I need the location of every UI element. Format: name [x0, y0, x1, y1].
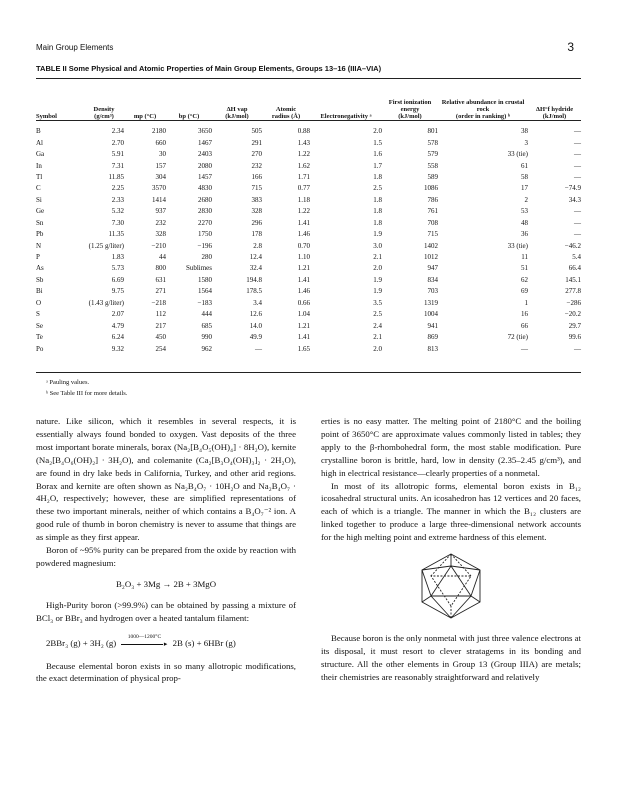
table-cell: 11 [521, 253, 528, 262]
table-cell: 1750 [198, 230, 212, 239]
table-cell: O [36, 298, 42, 307]
table-cell: 1.21 [297, 321, 310, 330]
table-cell: 715 [251, 184, 262, 193]
arrow-head-icon: ▸ [163, 639, 168, 648]
table-cell: Sublimes [185, 264, 212, 273]
table-row [36, 218, 581, 229]
table-cell: 1.21 [297, 264, 310, 273]
column-header: ΔH vap (kJ/mol) [225, 105, 249, 120]
table-cell: 1.43 [297, 138, 310, 147]
table-cell: 270 [251, 150, 262, 159]
table-cell: 1.7 [373, 161, 382, 170]
table-cell: 1.46 [297, 230, 310, 239]
table-row [36, 120, 581, 137]
table-cell: 5.91 [111, 150, 124, 159]
table-cell: 66.4 [568, 264, 581, 273]
table-cell: 941 [427, 321, 438, 330]
table-cell: 660 [155, 138, 166, 147]
table-cell: 14.0 [249, 321, 262, 330]
table-cell: 1.8 [373, 195, 382, 204]
table-cell: 280 [201, 253, 212, 262]
table-cell: 48 [521, 218, 528, 227]
table-cell: 2830 [198, 207, 212, 216]
table-cell: 2.4 [373, 321, 382, 330]
table-cell: 1.41 [297, 333, 310, 342]
table-cell: In [36, 161, 42, 170]
paragraph: Boron of ~95% purity can be prepared from the oxide by reaction with powdered magnesium: [36, 545, 296, 568]
table-cell: 44 [159, 253, 166, 262]
table-cell: 2180 [152, 127, 166, 136]
table-cell: 2.1 [373, 333, 382, 342]
table-cell: 1.5 [373, 138, 382, 147]
table-cell: 558 [427, 161, 438, 170]
left-column [36, 415, 296, 685]
table-cell: 38 [521, 127, 528, 136]
table-cell: Pb [36, 230, 44, 239]
table-cell: — [255, 344, 262, 353]
table-cell: 1.46 [297, 287, 310, 296]
table-cell: 1.41 [297, 218, 310, 227]
table-cell: 9.75 [111, 287, 124, 296]
table-cell: — [574, 127, 581, 136]
table-row [36, 298, 581, 309]
column-header: Relative abundance in crustal rock (order in ranking) ᵇ [441, 98, 525, 120]
table-cell: −196 [197, 241, 212, 250]
table-cell: 1.9 [373, 230, 382, 239]
table-cell: — [574, 161, 581, 170]
table-cell: 36 [521, 230, 528, 239]
paragraph: nature. Like silicon, which it resembles in several respects, it is essentially always found bonded to oxygen. Vast deposits of the three most important borate minerals, borax (Na₂[B₄O₅(OH)₄] · 8H₂O), kernite (Na₂[B₄O₆(OH)₂] · 3H₂O), and colemanite (Ca₂[B₃O₄(OH)₃]₂ · 2H₂O), are found in dry lake beds in California, Turkey, and other arid regions. Borax and kernite are often shown as Na₂B₄O₇ · 10H₂O and Na₂B₄O₇ · 4H₂O, respectively; however, these are simplified representations of these two important minerals, neither of which contains a B₄O₇⁻² ion. A good rule of thumb in boron chemistry is never to assume that things are as simple as they first appear. [36, 416, 296, 543]
table-cell: 1402 [424, 241, 438, 250]
table-cell: 2.0 [373, 264, 382, 273]
table-row [36, 195, 581, 206]
table-cell: 1.04 [297, 310, 310, 319]
table-cell: 1.22 [297, 150, 310, 159]
table-cell: 29.7 [568, 321, 581, 330]
table-cell: 589 [427, 172, 438, 181]
table-cell: 157 [155, 161, 166, 170]
table-cell: 761 [427, 207, 438, 216]
table-cell: 16 [521, 310, 528, 319]
table-cell: 444 [201, 310, 212, 319]
table-cell: 2.25 [111, 184, 124, 193]
paragraph: Because boron is the only nonmetal with just three valence electrons at its disposal, it must resort to clever stratagems in its bonding and structure. All the other elements in Group 13 (Group IIIA) are metals; their chemistries are reasonably straightforward and relatively [321, 633, 581, 682]
table-cell: 5.73 [111, 264, 124, 273]
table-cell: — [521, 344, 528, 353]
equation-reactants: 2BBr₃ (g) + 3H₂ (g) [46, 637, 117, 648]
table-cell: 2.5 [373, 310, 382, 319]
column-header: Density (g/cm³) [93, 105, 115, 120]
column-header: Electronegativity ᵃ [320, 112, 372, 120]
table-cell: 703 [427, 287, 438, 296]
table-cell: 69 [521, 287, 528, 296]
table-cell: 32.4 [249, 264, 262, 273]
footnote-a: ᵃ Pauling values. [46, 379, 90, 386]
table-cell: 578 [427, 138, 438, 147]
table-cell: 217 [155, 321, 166, 330]
table-cell: 2.34 [111, 127, 124, 136]
table-cell: Po [36, 344, 44, 353]
table-cell: 72 (tie) [507, 333, 528, 342]
paragraph: In most of its allotropic forms, elemental boron exists in B₁₂ icosahedral structural units. An icosahedron has 12 vertices and 20 faces, each of which is a triangle. The manner in which the B₁₂ clusters are linked together to produce a large three-dimensional network accounts for the high melting point and extreme hardness of this element. [321, 480, 581, 543]
table-cell: 3650 [198, 127, 212, 136]
table-cell: 328 [251, 207, 262, 216]
table-cell: 271 [155, 287, 166, 296]
table-cell: 9.32 [111, 344, 124, 353]
table-cell: 2 [524, 195, 528, 204]
paragraph: Because elemental boron exists in so many allotropic modifications, the exact determination of physical prop- [36, 660, 296, 684]
table-cell: −183 [197, 298, 212, 307]
table-cell: 34.3 [568, 195, 581, 204]
table-cell: 990 [201, 333, 212, 342]
table-cell: 1319 [424, 298, 438, 307]
table-row [36, 137, 581, 148]
table-cell: 112 [155, 310, 166, 319]
table-cell: P [36, 253, 40, 262]
table-cell: 801 [427, 127, 438, 136]
table-cell: 3.4 [253, 298, 262, 307]
table-cell: 1004 [424, 310, 438, 319]
table-cell: 1414 [152, 195, 166, 204]
table-cell: 4.79 [111, 321, 124, 330]
table-cell: 1.71 [297, 172, 310, 181]
table-cell: As [36, 264, 44, 273]
table-cell: 1086 [424, 184, 438, 193]
table-cell: 505 [251, 127, 262, 136]
table-cell: 0.66 [297, 298, 310, 307]
table-cell: 1012 [424, 253, 438, 262]
table-cell: −74.9 [564, 184, 581, 193]
table-row [36, 286, 581, 297]
table-cell: Al [36, 138, 43, 147]
table-cell: 1.62 [297, 161, 310, 170]
table-cell: Ga [36, 150, 45, 159]
reaction-arrow [121, 633, 168, 649]
table-cell: — [574, 138, 581, 147]
table-row [36, 275, 581, 286]
table-cell: 11.35 [108, 230, 124, 239]
properties-table [36, 82, 581, 355]
table-cell: 304 [155, 172, 166, 181]
table-cell: 145.1 [565, 275, 581, 284]
table-cell: 3 [524, 138, 528, 147]
table-row [36, 160, 581, 171]
table-cell: B [36, 127, 41, 136]
table-cell: −286 [566, 298, 581, 307]
table-cell: 0.88 [297, 127, 310, 136]
table-cell: 3.0 [373, 241, 382, 250]
table-cell: 708 [427, 218, 438, 227]
column-header: mp (°C) [133, 112, 157, 120]
table-bottom-rule [36, 372, 581, 373]
table-row [36, 332, 581, 343]
table-cell: 53 [521, 207, 528, 216]
equation-hydrogen-reduction [36, 633, 296, 650]
table-cell: 1.8 [373, 207, 382, 216]
table-cell: 51 [521, 264, 528, 273]
table-top-rule [36, 78, 581, 79]
table-cell: N [36, 241, 42, 250]
table-cell: 2.33 [111, 195, 124, 204]
table-cell: 2.0 [373, 127, 382, 136]
table-cell: Sb [36, 275, 44, 284]
table-cell: 12.6 [249, 310, 262, 319]
table-cell: −210 [151, 241, 166, 250]
table-cell: 869 [427, 333, 438, 342]
table-cell: 7.31 [111, 161, 124, 170]
table-cell: — [574, 172, 581, 181]
column-header: First ionization energy (kJ/mol) [388, 98, 432, 120]
table-cell: Te [36, 333, 43, 342]
table-cell: 1564 [198, 287, 212, 296]
table-cell: 2.8 [253, 241, 262, 250]
table-cell: 1.10 [297, 253, 310, 262]
table-cell: 194.8 [246, 275, 262, 284]
icosahedron-figure [416, 552, 486, 620]
table-cell: 232 [155, 218, 166, 227]
table-row [36, 240, 581, 251]
table-cell: Si [36, 195, 42, 204]
table-cell: 1.8 [373, 218, 382, 227]
table-cell: 49.9 [249, 333, 262, 342]
table-cell: 6.24 [111, 333, 124, 342]
reaction-condition: 1000—1200°C [127, 633, 162, 640]
table-cell: 61 [521, 161, 528, 170]
table-cell: 715 [427, 230, 438, 239]
table-row [36, 206, 581, 217]
column-header: Symbol [36, 112, 57, 120]
table-row [36, 343, 581, 354]
table-cell: 178.5 [246, 287, 262, 296]
page-number: 3 [567, 40, 574, 54]
table-cell: 947 [427, 264, 438, 273]
table-row [36, 229, 581, 240]
table-cell: 1.9 [373, 275, 382, 284]
table-cell: 2.5 [373, 184, 382, 193]
table-cell: 0.77 [297, 184, 310, 193]
table-cell: 33 (tie) [507, 241, 528, 250]
table-cell: 631 [155, 275, 166, 284]
table-cell: 2.07 [111, 310, 124, 319]
table-cell: 2080 [198, 161, 212, 170]
table-row [36, 149, 581, 160]
table-cell: S [36, 310, 40, 319]
table-cell: Tl [36, 172, 43, 181]
table-cell: 12.4 [249, 253, 262, 262]
table-cell: 813 [427, 344, 438, 353]
table-cell: 800 [155, 264, 166, 273]
table-cell: 2270 [198, 218, 212, 227]
table-cell: −218 [151, 298, 166, 307]
table-cell: (1.43 g/liter) [88, 298, 124, 307]
table-cell: 1.41 [297, 275, 310, 284]
table-cell: 1 [524, 298, 528, 307]
paragraph: erties is no easy matter. The melting point of 2180°C and the boiling point of 3650°C are approximate values commonly listed in tables; they apply to the β-rhombohedral form, the most stable modification. Pure crystalline boron is brittle, hard, low in density (2.35–2.45 g/cm³), and high in electrical resistance—clearly properties of a nonmetal. [321, 416, 581, 478]
table-cell: (1.25 g/liter) [88, 241, 124, 250]
table-cell: — [574, 230, 581, 239]
table-row [36, 309, 581, 320]
table-cell: 962 [201, 344, 212, 353]
table-cell: 3570 [152, 184, 166, 193]
table-cell: 1457 [198, 172, 212, 181]
table-cell: −20.2 [564, 310, 581, 319]
table-cell: 450 [155, 333, 166, 342]
footnote-b: ᵇ See Table III for more details. [46, 390, 128, 397]
table-cell: 62 [521, 275, 528, 284]
table-cell: 232 [251, 161, 262, 170]
table-cell: 30 [159, 150, 166, 159]
table-cell: 99.6 [568, 333, 581, 342]
table-header [36, 82, 581, 120]
table-cell: 296 [251, 218, 262, 227]
table-cell: — [574, 344, 581, 353]
table-cell: 277.8 [565, 287, 581, 296]
table-cell: 5.4 [572, 253, 581, 262]
table-cell: 579 [427, 150, 438, 159]
table-cell: 937 [155, 207, 166, 216]
table-caption: TABLE II Some Physical and Atomic Properties of Main Group Elements, Groups 13–16 (IIIA–VIA) [36, 64, 382, 73]
table-cell: 5.32 [111, 207, 124, 216]
table-cell: 1.6 [373, 150, 382, 159]
table-cell: 291 [251, 138, 262, 147]
table-cell: 1.9 [373, 287, 382, 296]
table-cell: 3.5 [373, 298, 382, 307]
table-cell: Se [36, 321, 43, 330]
running-title: Main Group Elements [36, 43, 114, 52]
table-cell: 786 [427, 195, 438, 204]
table-cell: 2403 [198, 150, 212, 159]
table-cell: 1.8 [373, 172, 382, 181]
table-cell: 1580 [198, 275, 212, 284]
table-cell: — [574, 207, 581, 216]
equation-products: 2B (s) + 6HBr (g) [172, 637, 236, 648]
column-header: ΔH°f hydride (kJ/mol) [535, 105, 574, 120]
header-rule [36, 120, 581, 121]
table-cell: 1.83 [111, 253, 124, 262]
table-row [36, 263, 581, 274]
table-cell: C [36, 184, 41, 193]
table-cell: 1.18 [297, 195, 310, 204]
table-cell: 1467 [198, 138, 212, 147]
table-cell: Ge [36, 207, 45, 216]
table-row [36, 252, 581, 263]
paragraph: High-Purity boron (>99.9%) can be obtained by passing a mixture of BCl₃ or BBr₃ and hydrogen over a heated tantalum filament: [36, 599, 296, 623]
table-cell: 254 [155, 344, 166, 353]
table-cell: 11.85 [108, 172, 124, 181]
table-cell: 4830 [198, 184, 212, 193]
table-row [36, 183, 581, 194]
table-cell: 58 [521, 172, 528, 181]
table-cell: 1.65 [297, 344, 310, 353]
table-cell: Sn [36, 218, 44, 227]
table-body [36, 120, 581, 355]
table-cell: −46.2 [564, 241, 581, 250]
table-cell: 166 [251, 172, 262, 181]
table-cell: 2.0 [373, 344, 382, 353]
equation-magnesium-reduction: B₂O₃ + 3Mg → 2B + 3MgO [115, 578, 217, 589]
table-cell: — [574, 150, 581, 159]
table-cell: 7.30 [111, 218, 124, 227]
table-cell: 2.1 [373, 253, 382, 262]
table-cell: 1.22 [297, 207, 310, 216]
table-cell: 33 (tie) [507, 150, 528, 159]
table-cell: Bi [36, 287, 43, 296]
table-cell: — [574, 218, 581, 227]
table-row [36, 320, 581, 331]
table-row [36, 172, 581, 183]
table-cell: 66 [521, 321, 528, 330]
table-cell: 178 [251, 230, 262, 239]
table-cell: 834 [427, 275, 438, 284]
right-column [321, 415, 581, 684]
table-cell: 2.70 [111, 138, 124, 147]
table-cell: 6.69 [111, 275, 124, 284]
table-cell: 0.70 [297, 241, 310, 250]
table-cell: 328 [155, 230, 166, 239]
table-cell: 17 [521, 184, 528, 193]
table-cell: 2680 [198, 195, 212, 204]
table-cell: 383 [251, 195, 262, 204]
column-header: bp (°C) [178, 112, 200, 120]
table-cell: 685 [201, 321, 212, 330]
column-header: Atomic radius (Å) [271, 105, 301, 120]
